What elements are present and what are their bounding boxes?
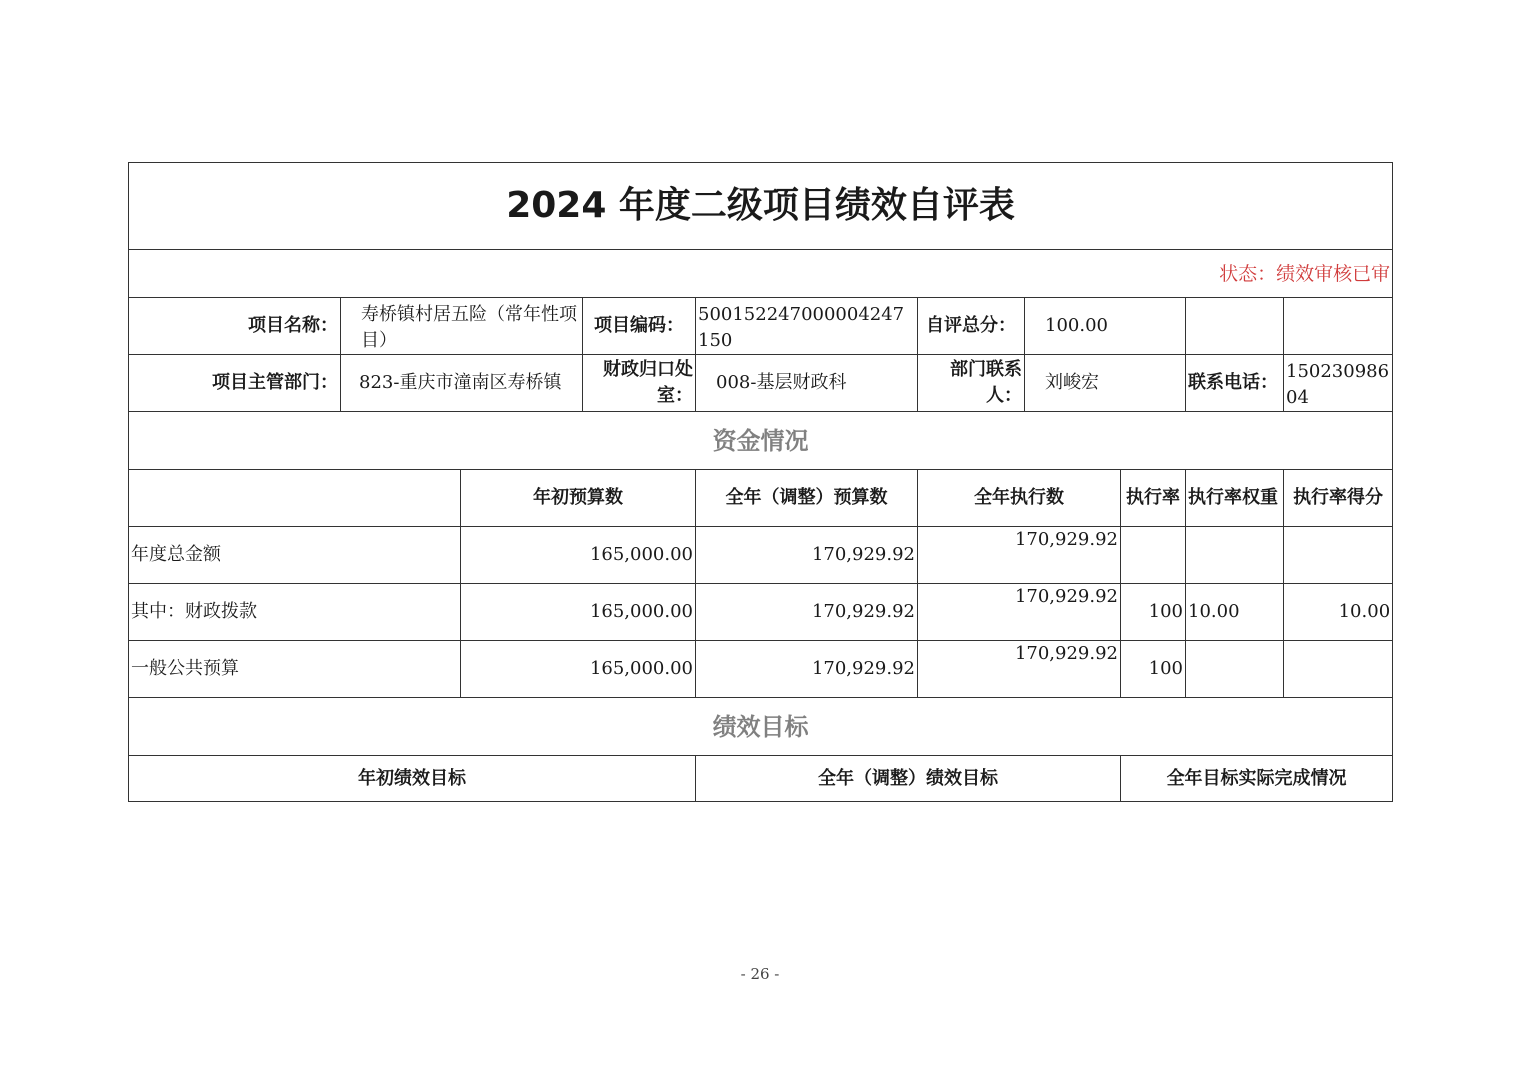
row-weight — [1186, 527, 1284, 584]
self-evaluation-form — [128, 162, 1392, 802]
header-executed: 全年执行数 — [918, 470, 1121, 527]
funds-section-title: 资金情况 — [129, 412, 1393, 470]
row-weight: 10.00 — [1186, 584, 1284, 641]
row-weight — [1186, 641, 1284, 698]
empty-cell — [1284, 298, 1393, 355]
row-name: 其中：财政拨款 — [129, 584, 461, 641]
row-executed: 170,929.92 — [918, 584, 1121, 641]
row-adjusted: 170,929.92 — [696, 584, 918, 641]
project-code-value: 500152247000004247150 — [696, 298, 918, 355]
project-name-label: 项目名称： — [129, 298, 341, 355]
table-row — [129, 527, 1393, 584]
project-code-label: 项目编码： — [583, 298, 696, 355]
header-exec-rate-weight: 执行率权重 — [1186, 470, 1284, 527]
row-score: 10.00 — [1284, 584, 1393, 641]
table-row — [129, 584, 1393, 641]
row-rate — [1121, 527, 1186, 584]
header-adjusted-goal: 全年（调整）绩效目标 — [696, 756, 1121, 802]
table-row — [129, 641, 1393, 698]
row-executed: 170,929.92 — [918, 527, 1121, 584]
contact-value: 刘峻宏 — [1025, 355, 1186, 412]
dept-label: 项目主管部门： — [129, 355, 341, 412]
self-score-value: 100.00 — [1025, 298, 1186, 355]
row-score — [1284, 641, 1393, 698]
row-name: 一般公共预算 — [129, 641, 461, 698]
row-executed: 170,929.92 — [918, 641, 1121, 698]
row-initial: 165,000.00 — [461, 584, 696, 641]
row-adjusted: 170,929.92 — [696, 527, 918, 584]
funds-header-blank — [129, 470, 461, 527]
page-title: 2024 年度二级项目绩效自评表 — [129, 163, 1393, 250]
self-score-label: 自评总分： — [918, 298, 1025, 355]
header-adjusted-budget: 全年（调整）预算数 — [696, 470, 918, 527]
row-rate: 100 — [1121, 584, 1186, 641]
finance-office-label: 财政归口处室： — [583, 355, 696, 412]
page-number: - 26 - — [740, 965, 780, 983]
row-rate: 100 — [1121, 641, 1186, 698]
header-initial-goal: 年初绩效目标 — [129, 756, 696, 802]
row-initial: 165,000.00 — [461, 641, 696, 698]
status-badge: 状态：绩效审核已审 — [129, 250, 1393, 298]
finance-office-value: 008-基层财政科 — [696, 355, 918, 412]
dept-value: 823-重庆市潼南区寿桥镇 — [341, 355, 583, 412]
phone-label: 联系电话： — [1186, 355, 1284, 412]
project-name-value: 寿桥镇村居五险（常年性项目） — [341, 298, 583, 355]
row-score — [1284, 527, 1393, 584]
header-actual-completion: 全年目标实际完成情况 — [1121, 756, 1393, 802]
row-adjusted: 170,929.92 — [696, 641, 918, 698]
header-exec-rate-score: 执行率得分 — [1284, 470, 1393, 527]
contact-label: 部门联系人： — [918, 355, 1025, 412]
row-name: 年度总金额 — [129, 527, 461, 584]
header-exec-rate: 执行率 — [1121, 470, 1186, 527]
phone-value: 15023098604 — [1284, 355, 1393, 412]
goals-section-title: 绩效目标 — [129, 698, 1393, 756]
row-initial: 165,000.00 — [461, 527, 696, 584]
empty-cell — [1186, 298, 1284, 355]
header-initial-budget: 年初预算数 — [461, 470, 696, 527]
